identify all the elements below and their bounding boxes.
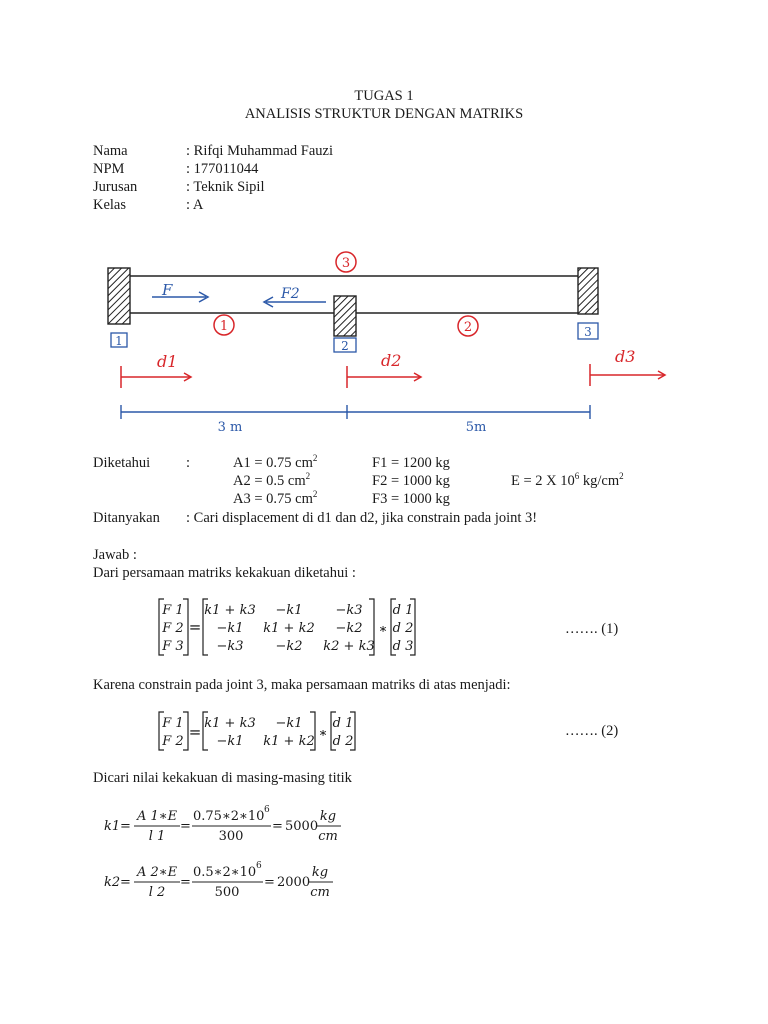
support-right xyxy=(578,268,598,314)
k2-num: A 2∗E xyxy=(136,865,178,880)
support-left xyxy=(108,268,130,324)
k1-eq-3: = xyxy=(272,819,283,834)
constrain-text: Karena constrain pada joint 3, maka persamaan matriks di atas menjadi: xyxy=(93,677,511,693)
given-a3-exp: 2 xyxy=(312,489,318,499)
dimension-label-5m: 5m xyxy=(465,420,487,435)
joint-2-label: 2 xyxy=(341,339,349,353)
k2-exp: 6 xyxy=(256,861,262,871)
k1-eq-1: = xyxy=(120,819,131,834)
given-f2: F2 = 1000 kg xyxy=(372,473,450,489)
given-f3: F3 = 1000 kg xyxy=(372,491,450,507)
eq2-k-0-1: −k1 xyxy=(275,716,303,731)
info-label-jurusan: Jurusan xyxy=(93,179,138,195)
info-value-nama: : Rifqi Muhammad Fauzi xyxy=(186,143,333,159)
given-f1: F1 = 1200 kg xyxy=(372,455,450,471)
k2-lhs: k2 xyxy=(104,875,121,890)
given-a2-exp: 2 xyxy=(305,471,311,481)
given-a2-text: A2 = 0.5 cm xyxy=(233,473,306,489)
k2-den: l 2 xyxy=(148,885,166,900)
eq1-lhs-bracket-right xyxy=(183,599,188,655)
given-a3-text: A3 = 0.75 cm xyxy=(233,491,313,507)
doc-subtitle: ANALISIS STRUKTUR DENGAN MATRIKS xyxy=(244,106,524,122)
k1-unit-den: cm xyxy=(318,829,338,844)
k1-unit-num: kg xyxy=(319,809,337,824)
eq1-d-2: d 3 xyxy=(392,639,414,654)
matrix-equation-1 xyxy=(0,597,768,667)
eq1-k-1-1: k1 + k2 xyxy=(263,621,315,636)
k1-formula xyxy=(0,800,768,852)
eq1-k-2-1: −k2 xyxy=(275,639,303,654)
eq1-k-1-0: −k1 xyxy=(216,621,244,636)
eq2-k-0-0: k1 + k3 xyxy=(204,716,256,731)
k2-result: 2000 xyxy=(277,875,311,890)
k1-den: l 1 xyxy=(148,829,166,844)
diketahui-label: Diketahui xyxy=(93,455,151,471)
eq1-lhs-0: F 1 xyxy=(162,603,184,618)
k1-eq-2: = xyxy=(180,819,191,834)
k2-unit-den: cm xyxy=(310,885,330,900)
eq2-tag: ……. (2) xyxy=(565,723,619,739)
eq1-d-1: d 2 xyxy=(392,621,414,636)
k2-eq-3: = xyxy=(264,875,275,890)
member-1-label: 1 xyxy=(219,319,229,334)
info-label-npm: NPM xyxy=(93,161,125,177)
dimension-label-3m: 3 m xyxy=(217,420,243,435)
joint-1-label: 1 xyxy=(115,334,123,348)
ditanyakan-label: Ditanyakan xyxy=(93,510,160,526)
info-value-kelas: : A xyxy=(186,197,204,213)
member-3-label: 3 xyxy=(341,256,351,271)
doc-title: TUGAS 1 xyxy=(354,88,414,104)
k2-unit-num: kg xyxy=(311,865,329,880)
eq1-times: ∗ xyxy=(378,622,388,637)
eq2-lhs-0: F 1 xyxy=(162,716,184,731)
eq1-k-0-2: −k3 xyxy=(335,603,363,618)
eq2-d-1: d 2 xyxy=(332,734,354,749)
disp-d1-label: d1 xyxy=(157,352,178,371)
disp-d2-label: d2 xyxy=(381,351,402,370)
eq2-lhs-bracket-right xyxy=(183,712,188,750)
eq1-k-1-2: −k2 xyxy=(335,621,363,636)
eq1-k-0-0: k1 + k3 xyxy=(204,603,256,618)
disp-d3-label: d3 xyxy=(615,347,636,366)
eq1-equals: = xyxy=(188,618,202,636)
info-value-jurusan: : Teknik Sipil xyxy=(186,179,265,195)
k1-den2: 300 xyxy=(218,829,244,844)
structure-diagram xyxy=(0,0,768,440)
k2-eq-1: = xyxy=(120,875,131,890)
kekakuan-text: Dicari nilai kekakuan di masing-masing titik xyxy=(93,770,352,786)
k2-den2: 500 xyxy=(214,885,240,900)
eq2-k-1-0: −k1 xyxy=(216,734,244,749)
eq1-lhs-2: F 3 xyxy=(162,639,184,654)
info-label-kelas: Kelas xyxy=(93,197,127,213)
info-label-nama: Nama xyxy=(93,143,128,159)
joint-3-label: 3 xyxy=(584,325,592,339)
k1-num: A 1∗E xyxy=(136,809,178,824)
eq1-lhs-1: F 2 xyxy=(162,621,184,636)
k1-lhs: k1 xyxy=(104,819,121,834)
ditanyakan-text: : Cari displacement di d1 dan d2, jika constrain pada joint 3! xyxy=(186,510,538,526)
eq1-k-2-0: −k3 xyxy=(216,639,244,654)
eq1-d-0: d 1 xyxy=(392,603,414,618)
k2-num2: 0.5∗2∗10 xyxy=(193,865,257,880)
jawab-label: Jawab : xyxy=(93,547,137,563)
eq2-k-1-1: k1 + k2 xyxy=(263,734,315,749)
given-e xyxy=(511,473,624,490)
eq2-equals: = xyxy=(188,723,202,741)
k1-exp: 6 xyxy=(264,805,270,815)
given-a1 xyxy=(233,455,317,472)
diketahui-colon: : xyxy=(186,455,191,471)
given-a1-exp: 2 xyxy=(312,453,318,463)
given-a2 xyxy=(233,473,310,490)
given-e-unit-exp: 2 xyxy=(619,471,624,481)
k1-num2: 0.75∗2∗10 xyxy=(193,809,265,824)
k2-formula xyxy=(0,856,768,908)
force-f2-label: F2 xyxy=(281,286,300,302)
matrix-equation-2 xyxy=(0,710,768,760)
info-value-npm: : 177011044 xyxy=(186,161,259,177)
eq1-k-2-2: k2 + k3 xyxy=(323,639,375,654)
eq2-times: ∗ xyxy=(318,726,328,741)
given-e-prefix: E = 2 X 10 xyxy=(511,473,575,489)
eq2-lhs-1: F 2 xyxy=(162,734,184,749)
eq2-d-0: d 1 xyxy=(332,716,354,731)
k1-result: 5000 xyxy=(285,819,319,834)
force-f1-label: F xyxy=(162,281,173,299)
member-2-label: 2 xyxy=(463,320,473,335)
intro-text: Dari persamaan matriks kekakuan diketahui : xyxy=(93,565,356,581)
eq1-tag: ……. (1) xyxy=(565,621,619,637)
given-e-unit: kg/cm xyxy=(579,473,620,489)
given-a1-text: A1 = 0.75 cm xyxy=(233,455,313,471)
eq1-k-0-1: −k1 xyxy=(275,603,303,618)
given-e-exp: 6 xyxy=(574,471,580,481)
support-middle xyxy=(334,296,356,336)
given-a3 xyxy=(233,491,317,508)
k2-eq-2: = xyxy=(180,875,191,890)
